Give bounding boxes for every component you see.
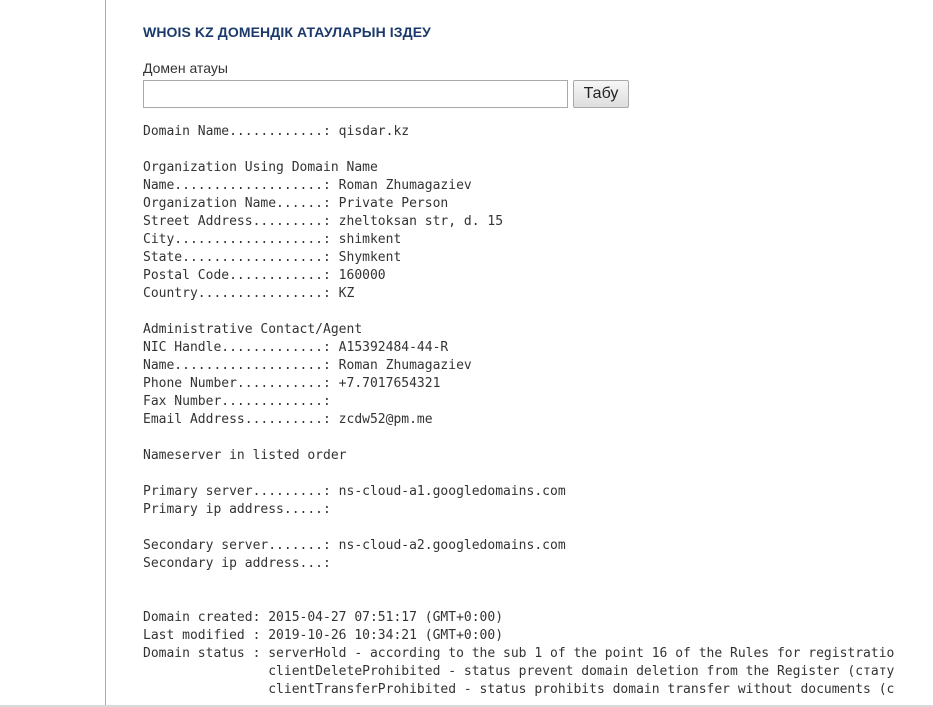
whois-line: Fax Number.............: (143, 394, 331, 409)
whois-line (143, 519, 894, 537)
whois-line: Organization Using Domain Name (143, 160, 378, 175)
whois-line: Organization Name......: Private Person (143, 196, 449, 211)
whois-result-text (143, 123, 894, 699)
whois-line: Primary server.........: ns-cloud-a1.googledomains.com (143, 484, 566, 499)
search-button[interactable]: Табу (573, 80, 629, 108)
whois-line: Postal Code............: 160000 (143, 268, 386, 283)
whois-line: Email Address..........: zcdw52@pm.me (143, 412, 433, 427)
whois-line (143, 303, 894, 321)
whois-line: Administrative Contact/Agent (143, 322, 363, 337)
whois-line: State..................: Shymkent (143, 250, 402, 265)
whois-line (143, 465, 894, 483)
whois-search-panel (143, 0, 933, 707)
whois-line: Domain status : serverHold - according to the sub 1 of the point 16 of the Rules for registratio (143, 646, 895, 661)
whois-line: City...................: shimkent (143, 232, 402, 247)
domain-name-label: Домен атауы (143, 60, 228, 76)
whois-line (143, 429, 894, 447)
page-title: WHOIS KZ ДОМЕНДІК АТАУЛАРЫН ІЗДЕУ (143, 24, 431, 40)
whois-line (143, 141, 894, 159)
whois-line: Last modified : 2019-10-26 10:34:21 (GMT+0:00) (143, 628, 504, 643)
whois-line: Name...................: Roman Zhumagaziev (143, 358, 472, 373)
left-border-line (105, 0, 106, 707)
whois-line: Secondary server.......: ns-cloud-a2.googledomains.com (143, 538, 566, 553)
whois-line: Secondary ip address...: (143, 556, 331, 571)
whois-line: Name...................: Roman Zhumagaziev (143, 178, 472, 193)
domain-search-input[interactable] (143, 80, 568, 108)
whois-line: Phone Number...........: +7.7017654321 (143, 376, 441, 391)
whois-line: Nameserver in listed order (143, 448, 347, 463)
whois-line: Domain created: 2015-04-27 07:51:17 (GMT+0:00) (143, 610, 504, 625)
whois-line: Domain Name............: qisdar.kz (143, 124, 410, 139)
whois-line (143, 573, 894, 591)
whois-line: clientDeleteProhibited - status prevent domain deletion from the Register (стату (143, 664, 895, 679)
whois-line: Street Address.........: zheltoksan str, d. 15 (143, 214, 504, 229)
whois-line: NIC Handle.............: A15392484-44-R (143, 340, 449, 355)
whois-line: Country................: KZ (143, 286, 355, 301)
whois-line (143, 591, 894, 609)
whois-line: Primary ip address.....: (143, 502, 331, 517)
whois-line: clientTransferProhibited - status prohibits domain transfer without documents (c (143, 682, 895, 697)
